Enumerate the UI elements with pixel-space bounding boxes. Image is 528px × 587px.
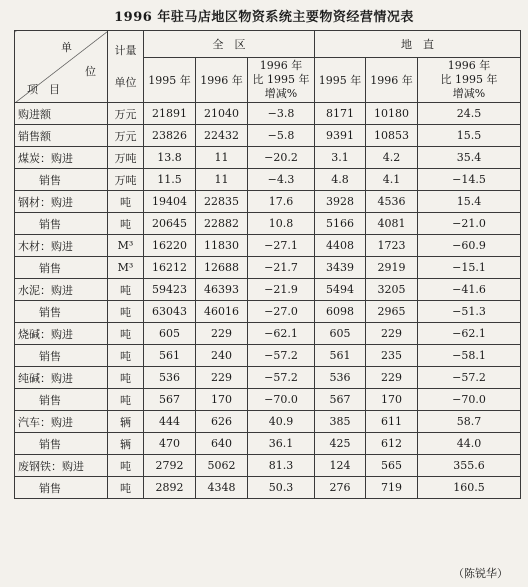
author-credit: （陈锐华）: [453, 567, 508, 580]
row-whole-1995-cell: 21891: [144, 103, 196, 125]
change-label-line1: 1996 年: [447, 59, 491, 72]
row-whole-change-cell: −62.1: [248, 323, 315, 345]
row-item-cell: 销售: [15, 477, 108, 499]
row-whole-1996-cell: 240: [196, 345, 248, 367]
row-item-cell: 钢材：购进: [15, 191, 108, 213]
row-city-1996-cell: 4536: [366, 191, 418, 213]
row-city-1995-cell: 536: [315, 367, 366, 389]
row-city-change-cell: −41.6: [418, 279, 521, 301]
row-whole-change-cell: −57.2: [248, 367, 315, 389]
row-whole-1996-cell: 22835: [196, 191, 248, 213]
row-whole-1996-cell: 626: [196, 411, 248, 433]
change-label-line2: 比 1995 年: [440, 73, 498, 86]
table-row: [15, 103, 521, 125]
table-row: [15, 345, 521, 367]
row-city-1995-cell: 561: [315, 345, 366, 367]
row-city-1996-cell: 611: [366, 411, 418, 433]
measure-unit-header: [108, 31, 144, 103]
row-item-cell: 销售: [15, 433, 108, 455]
row-item-cell: 汽车：购进: [15, 411, 108, 433]
row-item-cell: 木材：购进: [15, 235, 108, 257]
row-city-1995-cell: 5494: [315, 279, 366, 301]
row-city-1995-cell: 3439: [315, 257, 366, 279]
row-whole-change-cell: −20.2: [248, 147, 315, 169]
col-header-whole-1996: 1996 年: [196, 58, 248, 103]
change-label-line1: 1996 年: [259, 59, 303, 72]
row-city-1995-cell: 425: [315, 433, 366, 455]
row-city-1995-cell: 276: [315, 477, 366, 499]
row-unit-cell: 吨: [108, 389, 144, 411]
row-whole-change-cell: 81.3: [248, 455, 315, 477]
row-whole-1996-cell: 4348: [196, 477, 248, 499]
row-whole-change-cell: −57.2: [248, 345, 315, 367]
row-city-1995-cell: 124: [315, 455, 366, 477]
row-city-1996-cell: 10180: [366, 103, 418, 125]
table-title: 1996 年驻马店地区物资系统主要物资经营情况表: [114, 10, 414, 25]
row-whole-1995-cell: 16212: [144, 257, 196, 279]
table-row: [15, 213, 521, 235]
col-header-whole-change: [248, 58, 315, 103]
table-row: [15, 125, 521, 147]
row-whole-change-cell: −70.0: [248, 389, 315, 411]
row-city-change-cell: −51.3: [418, 301, 521, 323]
row-item-cell: 销售: [15, 169, 108, 191]
row-city-change-cell: −21.0: [418, 213, 521, 235]
table-row: [15, 477, 521, 499]
row-city-change-cell: −60.9: [418, 235, 521, 257]
row-whole-1996-cell: 170: [196, 389, 248, 411]
materials-table: [14, 30, 521, 499]
row-whole-change-cell: −27.1: [248, 235, 315, 257]
row-whole-1995-cell: 11.5: [144, 169, 196, 191]
row-item-cell: 销售: [15, 213, 108, 235]
row-whole-1996-cell: 22432: [196, 125, 248, 147]
row-whole-change-cell: 36.1: [248, 433, 315, 455]
corner-unit-label-2: 位: [85, 65, 96, 78]
table-row: [15, 279, 521, 301]
row-whole-1995-cell: 59423: [144, 279, 196, 301]
row-unit-cell: 万元: [108, 103, 144, 125]
row-city-1995-cell: 567: [315, 389, 366, 411]
row-whole-1995-cell: 444: [144, 411, 196, 433]
row-city-1995-cell: 9391: [315, 125, 366, 147]
row-whole-1996-cell: 46393: [196, 279, 248, 301]
row-city-change-cell: −14.5: [418, 169, 521, 191]
row-city-1996-cell: 1723: [366, 235, 418, 257]
row-item-cell: 销售额: [15, 125, 108, 147]
row-unit-cell: 吨: [108, 279, 144, 301]
row-item-cell: 煤炭：购进: [15, 147, 108, 169]
group-header-whole: 全 区: [144, 31, 315, 58]
table-row: [15, 389, 521, 411]
row-whole-change-cell: 50.3: [248, 477, 315, 499]
change-label-line2: 比 1995 年: [252, 73, 310, 86]
row-city-1995-cell: 605: [315, 323, 366, 345]
row-whole-1996-cell: 640: [196, 433, 248, 455]
col-header-city-change: [418, 58, 521, 103]
row-city-change-cell: 160.5: [418, 477, 521, 499]
row-city-1995-cell: 6098: [315, 301, 366, 323]
table-row: [15, 411, 521, 433]
row-unit-cell: 吨: [108, 455, 144, 477]
row-item-cell: 销售: [15, 301, 108, 323]
row-city-change-cell: 44.0: [418, 433, 521, 455]
row-item-cell: 烧碱：购进: [15, 323, 108, 345]
table-row: [15, 367, 521, 389]
corner-unit-label-1: 单: [61, 41, 72, 54]
row-whole-1995-cell: 63043: [144, 301, 196, 323]
row-unit-cell: 辆: [108, 411, 144, 433]
row-whole-1996-cell: 229: [196, 367, 248, 389]
row-whole-1995-cell: 567: [144, 389, 196, 411]
row-unit-cell: 辆: [108, 433, 144, 455]
row-unit-cell: 万吨: [108, 147, 144, 169]
row-city-1996-cell: 10853: [366, 125, 418, 147]
row-city-change-cell: −62.1: [418, 323, 521, 345]
table-row: [15, 147, 521, 169]
row-city-1996-cell: 3205: [366, 279, 418, 301]
row-city-1995-cell: 4408: [315, 235, 366, 257]
row-whole-1996-cell: 11830: [196, 235, 248, 257]
row-city-change-cell: 58.7: [418, 411, 521, 433]
row-whole-1995-cell: 13.8: [144, 147, 196, 169]
row-city-change-cell: −57.2: [418, 367, 521, 389]
row-whole-1996-cell: 229: [196, 323, 248, 345]
row-unit-cell: 吨: [108, 345, 144, 367]
col-header-city-1995: 1995 年: [315, 58, 366, 103]
corner-header-cell: [15, 31, 108, 103]
row-city-1996-cell: 2965: [366, 301, 418, 323]
row-whole-change-cell: −3.8: [248, 103, 315, 125]
row-city-1996-cell: 4.1: [366, 169, 418, 191]
row-item-cell: 销售: [15, 345, 108, 367]
row-whole-1995-cell: 2892: [144, 477, 196, 499]
row-whole-1995-cell: 470: [144, 433, 196, 455]
row-city-change-cell: 24.5: [418, 103, 521, 125]
change-label-line3: 增减%: [264, 87, 298, 100]
group-header-city: 地 直: [315, 31, 521, 58]
row-city-1995-cell: 4.8: [315, 169, 366, 191]
row-whole-1996-cell: 5062: [196, 455, 248, 477]
row-item-cell: 销售: [15, 257, 108, 279]
row-unit-cell: 吨: [108, 213, 144, 235]
row-whole-change-cell: −21.9: [248, 279, 315, 301]
row-city-1995-cell: 385: [315, 411, 366, 433]
row-whole-1995-cell: 23826: [144, 125, 196, 147]
row-city-1995-cell: 5166: [315, 213, 366, 235]
row-unit-cell: M³: [108, 257, 144, 279]
row-unit-cell: 吨: [108, 191, 144, 213]
row-unit-cell: 万吨: [108, 169, 144, 191]
row-whole-change-cell: 40.9: [248, 411, 315, 433]
row-city-change-cell: −15.1: [418, 257, 521, 279]
table-row: [15, 301, 521, 323]
table-body: [15, 103, 521, 499]
header-row-groups: [15, 31, 521, 58]
row-whole-1996-cell: 11: [196, 169, 248, 191]
table-row: [15, 191, 521, 213]
row-city-1996-cell: 565: [366, 455, 418, 477]
row-city-1996-cell: 170: [366, 389, 418, 411]
row-city-change-cell: 15.5: [418, 125, 521, 147]
row-city-1995-cell: 3.1: [315, 147, 366, 169]
row-item-cell: 销售: [15, 389, 108, 411]
row-unit-cell: 吨: [108, 301, 144, 323]
row-whole-change-cell: 10.8: [248, 213, 315, 235]
row-whole-1995-cell: 2792: [144, 455, 196, 477]
row-whole-1996-cell: 12688: [196, 257, 248, 279]
table-row: [15, 235, 521, 257]
table-row: [15, 323, 521, 345]
row-whole-change-cell: −4.3: [248, 169, 315, 191]
row-city-change-cell: −58.1: [418, 345, 521, 367]
row-city-1995-cell: 8171: [315, 103, 366, 125]
row-item-cell: 水泥：购进: [15, 279, 108, 301]
col-header-whole-1995: 1995 年: [144, 58, 196, 103]
row-whole-1995-cell: 605: [144, 323, 196, 345]
table-row: [15, 169, 521, 191]
row-city-1996-cell: 4.2: [366, 147, 418, 169]
row-whole-change-cell: −5.8: [248, 125, 315, 147]
row-whole-1996-cell: 46016: [196, 301, 248, 323]
row-whole-1996-cell: 22882: [196, 213, 248, 235]
row-whole-1995-cell: 536: [144, 367, 196, 389]
row-whole-1995-cell: 561: [144, 345, 196, 367]
row-city-1996-cell: 4081: [366, 213, 418, 235]
row-unit-cell: M³: [108, 235, 144, 257]
row-whole-1995-cell: 16220: [144, 235, 196, 257]
row-whole-change-cell: −21.7: [248, 257, 315, 279]
row-whole-1996-cell: 21040: [196, 103, 248, 125]
row-unit-cell: 吨: [108, 323, 144, 345]
row-city-1996-cell: 612: [366, 433, 418, 455]
row-city-1996-cell: 719: [366, 477, 418, 499]
row-whole-change-cell: −27.0: [248, 301, 315, 323]
row-city-1995-cell: 3928: [315, 191, 366, 213]
row-whole-1995-cell: 20645: [144, 213, 196, 235]
row-city-1996-cell: 229: [366, 323, 418, 345]
row-item-cell: 纯碱：购进: [15, 367, 108, 389]
row-city-change-cell: 35.4: [418, 147, 521, 169]
table-row: [15, 433, 521, 455]
col-header-city-1996: 1996 年: [366, 58, 418, 103]
row-city-1996-cell: 235: [366, 345, 418, 367]
row-city-change-cell: 15.4: [418, 191, 521, 213]
row-city-change-cell: 355.6: [418, 455, 521, 477]
corner-item-label: 项 目: [27, 83, 60, 96]
row-item-cell: 废钢铁：购进: [15, 455, 108, 477]
row-unit-cell: 吨: [108, 367, 144, 389]
row-city-1996-cell: 229: [366, 367, 418, 389]
row-unit-cell: 吨: [108, 477, 144, 499]
row-city-change-cell: −70.0: [418, 389, 521, 411]
row-item-cell: 购进额: [15, 103, 108, 125]
row-whole-1995-cell: 19404: [144, 191, 196, 213]
change-label-line3: 增减%: [452, 87, 486, 100]
row-unit-cell: 万元: [108, 125, 144, 147]
measure-label-line2: 单位: [114, 75, 137, 89]
table-row: [15, 455, 521, 477]
row-whole-1996-cell: 11: [196, 147, 248, 169]
measure-label-line1: 计量: [114, 43, 137, 57]
row-city-1996-cell: 2919: [366, 257, 418, 279]
row-whole-change-cell: 17.6: [248, 191, 315, 213]
table-row: [15, 257, 521, 279]
